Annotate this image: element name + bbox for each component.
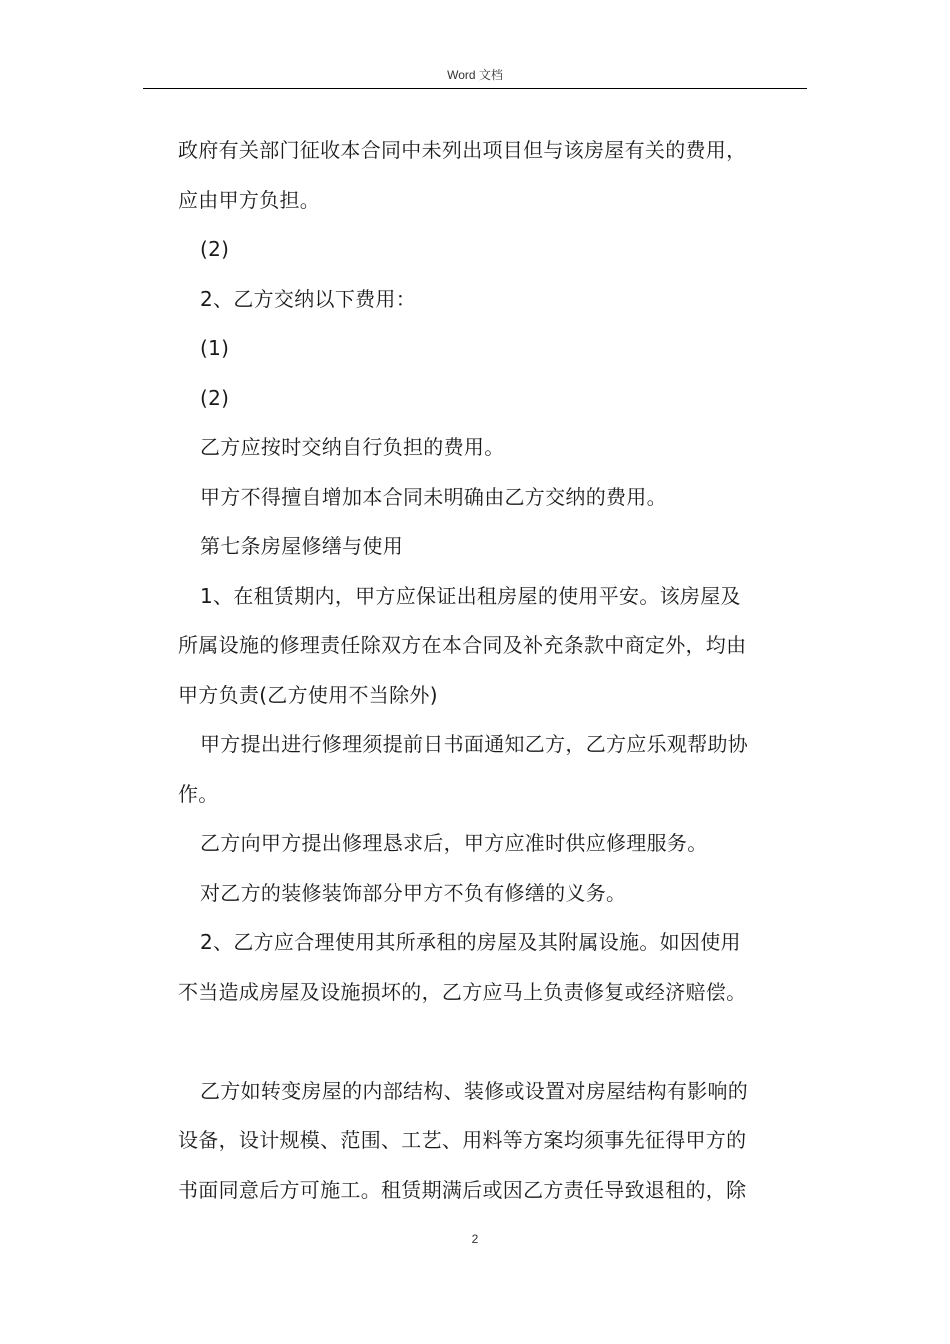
text-line: 第七条房屋修缮与使用 xyxy=(200,534,403,558)
text-line: 政府有关部门征收本合同中未列出项目但与该房屋有关的费用， xyxy=(178,138,747,162)
text-line: 乙方如转变房屋的内部结构、装修或设置对房屋结构有影响的 xyxy=(200,1078,749,1103)
text-line: 不当造成房屋及设施损坏的，乙方应马上负责修复或经济赔偿。 xyxy=(178,979,747,1004)
header-divider xyxy=(143,88,807,89)
text-line: 甲方提出进行修理须提前日书面通知乙方，乙方应乐观帮助协 xyxy=(200,732,749,756)
page-header: Word 文档 xyxy=(447,68,503,82)
text-line: 所属设施的修理责任除双方在本合同及补充条款中商定外，均由 xyxy=(178,633,747,657)
text-line: 乙方应按时交纳自行负担的费用。 xyxy=(200,435,505,459)
text-line: 2、乙方交纳以下费用： xyxy=(200,286,417,311)
text-line: (2) xyxy=(200,385,230,410)
text-line: 书面同意后方可施工。租赁期满后或因乙方责任导致退租的，除 xyxy=(178,1177,747,1202)
text-line: 设备，设计规模、范围、工艺、用料等方案均须事先征得甲方的 xyxy=(178,1128,747,1152)
text-line: 对乙方的装修装饰部分甲方不负有修缮的义务。 xyxy=(200,880,627,905)
text-line: 作。 xyxy=(178,781,219,806)
text-line: 2、乙方应合理使用其所承租的房屋及其附属设施。如因使用 xyxy=(200,930,741,954)
text-line: (2) xyxy=(200,237,230,261)
text-line: 应由甲方负担。 xyxy=(178,187,321,212)
text-line: 甲方不得擅自增加本合同未明确由乙方交纳的费用。 xyxy=(200,484,667,509)
text-line: 甲方负责(乙方使用不当除外) xyxy=(178,682,438,707)
text-line: 乙方向甲方提出修理恳求后，甲方应准时供应修理服务。 xyxy=(200,831,708,855)
page-number: 2 xyxy=(471,1232,479,1246)
text-line xyxy=(178,1017,808,1067)
text-line: 1、在租赁期内，甲方应保证出租房屋的使用平安。该房屋及 xyxy=(200,583,741,608)
document-body xyxy=(178,126,808,1215)
text-line: (1) xyxy=(200,336,230,360)
